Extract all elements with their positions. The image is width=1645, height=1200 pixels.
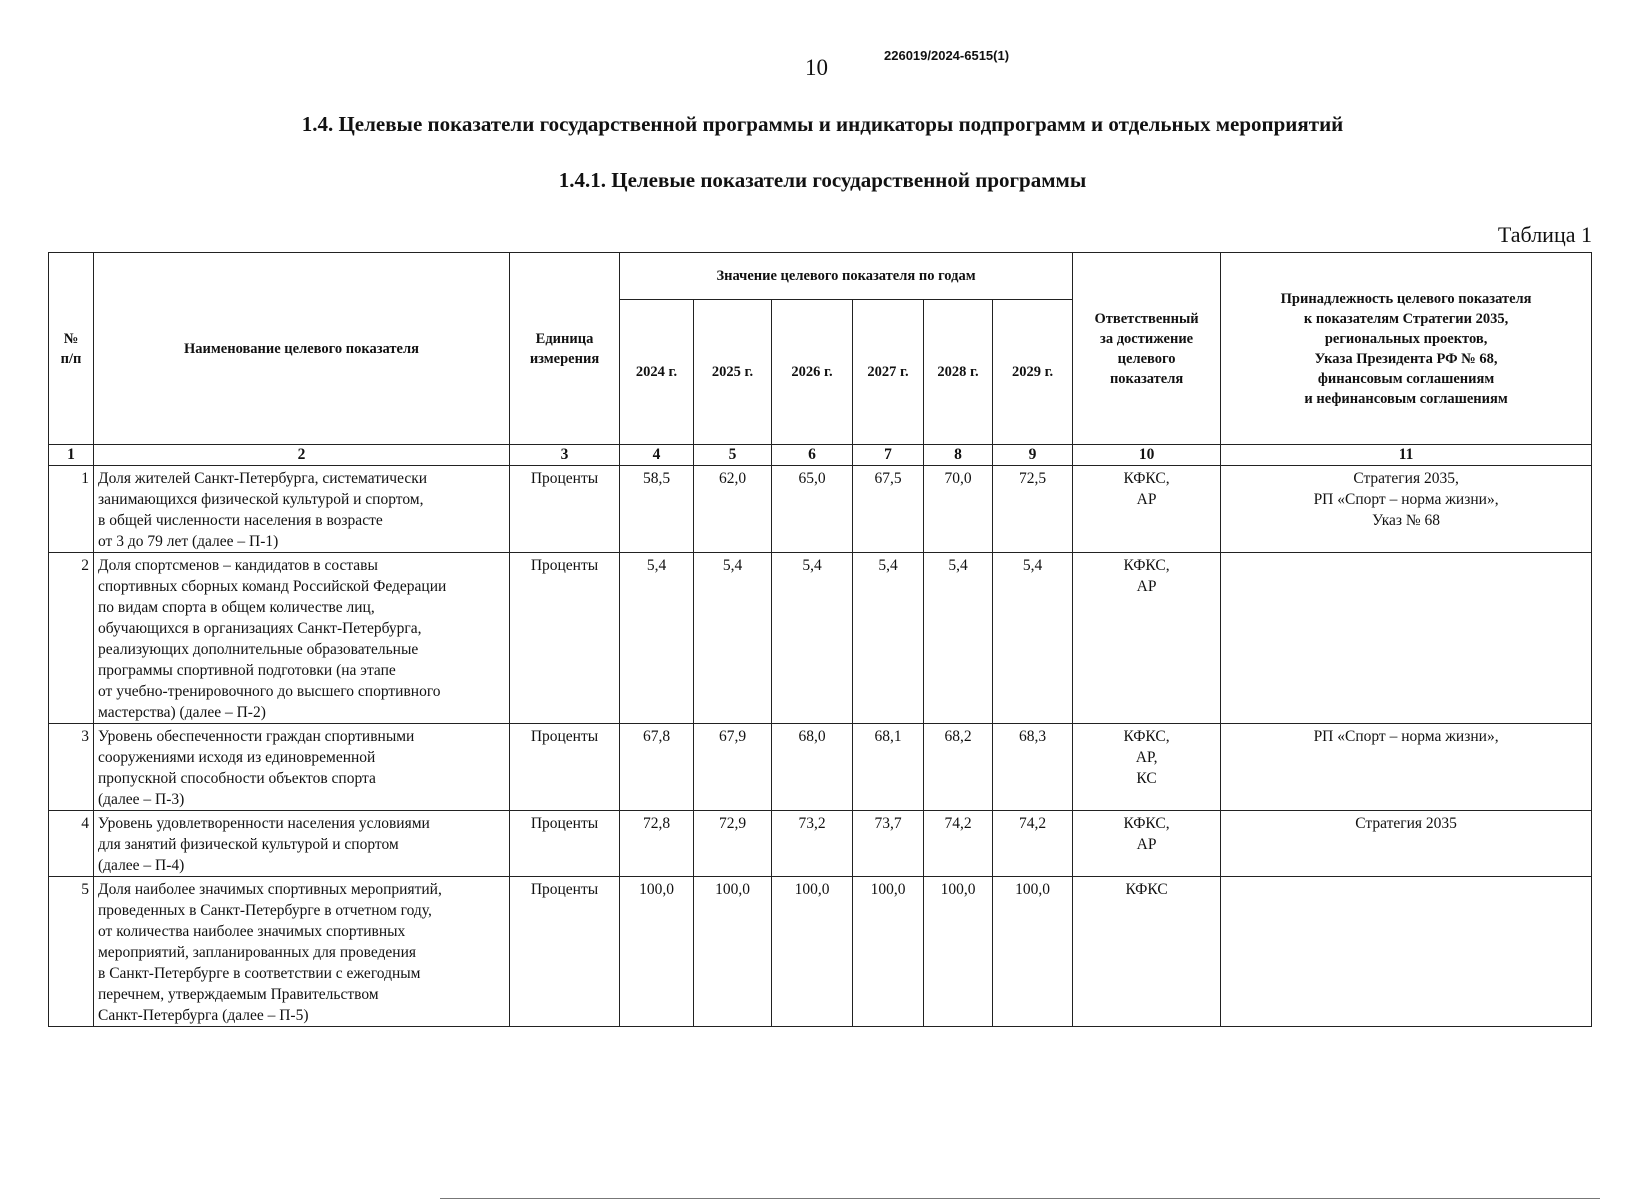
- indicator-name: Доля жителей Санкт-Петербурга, систематически занимающихся физической культурой и спортом, в общей численности населения в возрасте от 3 до 79 лет (далее – П-1): [94, 466, 510, 553]
- document-id: 226019/2024-6515(1): [884, 48, 1010, 63]
- value-cell: 100,0: [993, 877, 1073, 1027]
- header-values-by-year: Значение целевого показателя по годам: [620, 253, 1073, 300]
- subsection-heading: 1.4.1. Целевые показатели государственной программы: [558, 168, 1087, 192]
- responsible-cell: КФКС, АР: [1073, 466, 1221, 553]
- responsible-cell: КФКС, АР: [1073, 811, 1221, 877]
- value-cell: 5,4: [853, 553, 924, 724]
- section-heading: 1.4. Целевые показатели государственной программы и индикаторы подпрограмм и отдельных мероприятий: [301, 112, 1344, 136]
- column-number: 5: [694, 445, 772, 466]
- column-number: 9: [993, 445, 1073, 466]
- value-cell: 68,1: [853, 724, 924, 811]
- row-number: 5: [49, 877, 94, 1027]
- value-cell: 65,0: [772, 466, 853, 553]
- footer-divider: [440, 1198, 1600, 1199]
- column-number: 11: [1221, 445, 1592, 466]
- value-cell: 67,5: [853, 466, 924, 553]
- header-year: 2028 г.: [924, 300, 993, 445]
- value-cell: 100,0: [924, 877, 993, 1027]
- column-number: 3: [510, 445, 620, 466]
- value-cell: 72,9: [694, 811, 772, 877]
- column-number: 2: [94, 445, 510, 466]
- column-number: 4: [620, 445, 694, 466]
- responsible-cell: КФКС, АР: [1073, 553, 1221, 724]
- value-cell: 73,2: [772, 811, 853, 877]
- table-row: [49, 466, 1592, 553]
- unit-cell: Проценты: [510, 724, 620, 811]
- table-row: [49, 553, 1592, 724]
- header-belonging: Принадлежность целевого показателя к показателям Стратегии 2035, региональных проектов, Указа Президента РФ № 68, финансовым соглашениям и нефинансовым соглашениям: [1221, 253, 1592, 445]
- belonging-cell: Стратегия 2035: [1221, 811, 1592, 877]
- row-number: 3: [49, 724, 94, 811]
- page-number: 10: [805, 55, 828, 80]
- value-cell: 5,4: [924, 553, 993, 724]
- table-row: [49, 877, 1592, 1027]
- belonging-cell: [1221, 877, 1592, 1027]
- value-cell: 100,0: [772, 877, 853, 1027]
- unit-cell: Проценты: [510, 553, 620, 724]
- target-indicators-table: [48, 252, 1592, 1027]
- value-cell: 70,0: [924, 466, 993, 553]
- value-cell: 62,0: [694, 466, 772, 553]
- column-number: 10: [1073, 445, 1221, 466]
- column-numbers-row: [49, 445, 1592, 466]
- responsible-cell: КФКС, АР, КС: [1073, 724, 1221, 811]
- unit-cell: Проценты: [510, 811, 620, 877]
- header-year: 2025 г.: [694, 300, 772, 445]
- value-cell: 5,4: [772, 553, 853, 724]
- value-cell: 74,2: [993, 811, 1073, 877]
- indicator-name: Доля наиболее значимых спортивных мероприятий, проведенных в Санкт-Петербурге в отчетном году, от количества наиболее значимых спортивных мероприятий, запланированных для проведения в Санкт-Петербурге в соответствии с ежегодным перечнем, утверждаемым Правительством Санкт-Петербурга (далее – П-5): [94, 877, 510, 1027]
- header-indicator-name: Наименование целевого показателя: [94, 253, 510, 445]
- value-cell: 72,5: [993, 466, 1073, 553]
- value-cell: 72,8: [620, 811, 694, 877]
- value-cell: 68,3: [993, 724, 1073, 811]
- indicator-name: Уровень удовлетворенности населения условиями для занятий физической культурой и спортом (далее – П-4): [94, 811, 510, 877]
- column-number: 8: [924, 445, 993, 466]
- value-cell: 100,0: [853, 877, 924, 1027]
- table-row: [49, 724, 1592, 811]
- belonging-cell: РП «Спорт – норма жизни»,: [1221, 724, 1592, 811]
- column-number: 6: [772, 445, 853, 466]
- responsible-cell: КФКС: [1073, 877, 1221, 1027]
- value-cell: 5,4: [993, 553, 1073, 724]
- header-unit: Единица измерения: [510, 253, 620, 445]
- indicator-name: Доля спортсменов – кандидатов в составы спортивных сборных команд Российской Федерации по видам спорта в общем количестве лиц, обучающихся в организациях Санкт-Петербурга, реализующих дополнительные образовательные программы спортивной подготовки (на этапе от учебно-тренировочного до высшего спортивного мастерства) (далее – П-2): [94, 553, 510, 724]
- header-row-number: № п/п: [49, 253, 94, 445]
- value-cell: 73,7: [853, 811, 924, 877]
- value-cell: 67,8: [620, 724, 694, 811]
- value-cell: 67,9: [694, 724, 772, 811]
- header-year: 2027 г.: [853, 300, 924, 445]
- row-number: 2: [49, 553, 94, 724]
- column-number: 7: [853, 445, 924, 466]
- header-responsible: Ответственный за достижение целевого показателя: [1073, 253, 1221, 445]
- belonging-cell: Стратегия 2035, РП «Спорт – норма жизни», Указ № 68: [1221, 466, 1592, 553]
- value-cell: 5,4: [694, 553, 772, 724]
- header-year: 2024 г.: [620, 300, 694, 445]
- header-year: 2029 г.: [993, 300, 1073, 445]
- header-year: 2026 г.: [772, 300, 853, 445]
- row-number: 1: [49, 466, 94, 553]
- table-label: Таблица 1: [1497, 222, 1592, 247]
- table-row: [49, 811, 1592, 877]
- value-cell: 5,4: [620, 553, 694, 724]
- indicator-name: Уровень обеспеченности граждан спортивными сооружениями исходя из единовременной пропускной способности объектов спорта (далее – П-3): [94, 724, 510, 811]
- value-cell: 58,5: [620, 466, 694, 553]
- value-cell: 100,0: [694, 877, 772, 1027]
- unit-cell: Проценты: [510, 466, 620, 553]
- unit-cell: Проценты: [510, 877, 620, 1027]
- value-cell: 68,2: [924, 724, 993, 811]
- value-cell: 74,2: [924, 811, 993, 877]
- row-number: 4: [49, 811, 94, 877]
- belonging-cell: [1221, 553, 1592, 724]
- value-cell: 100,0: [620, 877, 694, 1027]
- column-number: 1: [49, 445, 94, 466]
- value-cell: 68,0: [772, 724, 853, 811]
